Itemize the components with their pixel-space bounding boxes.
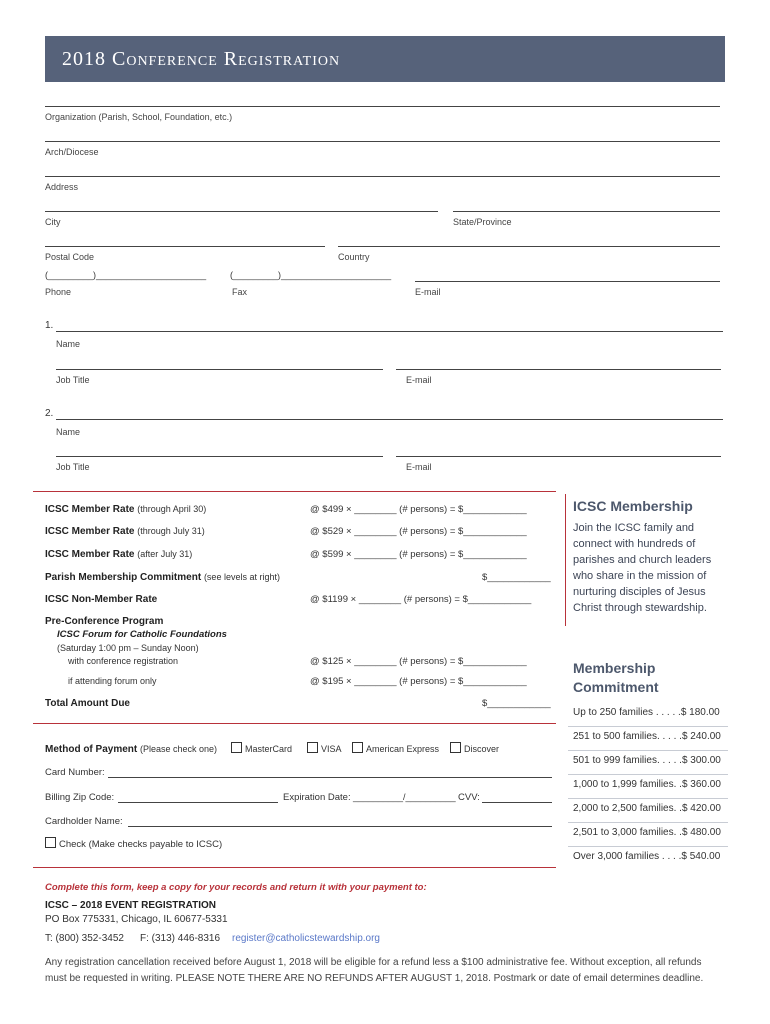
commitment-level: 501 to 999 families. . . . .$ 300.00 — [573, 755, 721, 766]
commitment-title-line-2: Commitment — [573, 679, 659, 695]
expiration-label: Expiration Date: — [283, 792, 351, 803]
email-label: E-mail — [415, 287, 441, 297]
city-field[interactable] — [45, 211, 438, 212]
city-label: City — [45, 217, 61, 227]
rate-title: ICSC Member Rate — [45, 549, 135, 560]
preconference-time: (Saturday 1:00 pm – Sunday Noon) — [57, 643, 199, 653]
commitment-level: 251 to 500 families. . . . .$ 240.00 — [573, 731, 721, 742]
preconference-with-field[interactable]: @ $125 × ________ (# persons) = $____________ — [310, 656, 527, 667]
rate-title: Parish Membership Commitment — [45, 572, 202, 583]
payment-label: Method of Payment — [45, 744, 138, 755]
attendee-1-job-field[interactable] — [56, 369, 383, 370]
commitment-level: Up to 250 families . . . . .$ 180.00 — [573, 707, 720, 718]
commitment-level: 2,501 to 3,000 families. .$ 480.00 — [573, 827, 721, 838]
mastercard-checkbox[interactable] — [231, 742, 242, 753]
attendee-2-email-field[interactable] — [396, 456, 721, 457]
cardholder-field[interactable] — [128, 826, 552, 827]
contact-phone: T: (800) 352-3452 — [45, 933, 124, 944]
payment-method — [45, 744, 217, 755]
rate-note: (see levels at right) — [203, 572, 280, 582]
rate-calc-field[interactable]: @ $529 × ________ (# persons) = $____________ — [310, 526, 527, 537]
refund-policy-line-2: must be requested in writing. PLEASE NOTE THERE ARE NO REFUNDS AFTER AUGUST 1, 2018. Postmark or date of email determines deadline. — [45, 973, 704, 984]
attendee-1-name-label: Name — [56, 339, 81, 349]
level-divider — [568, 798, 728, 799]
card-number-label: Card Number: — [45, 767, 105, 778]
check-label: Check (Make checks payable to ICSC) — [59, 839, 223, 850]
phone-field[interactable]: (_________)______________________ — [45, 270, 207, 280]
preconference-only-field[interactable]: @ $195 × ________ (# persons) = $____________ — [310, 676, 527, 687]
cvv-field[interactable] — [482, 802, 552, 803]
card-number-field[interactable] — [108, 777, 552, 778]
discover-label: Discover — [464, 744, 500, 754]
postal-code-label: Postal Code — [45, 252, 95, 262]
rate-calc-field[interactable]: @ $499 × ________ (# persons) = $____________ — [310, 504, 527, 515]
title-banner — [45, 36, 725, 82]
rate-calc-field[interactable]: @ $599 × ________ (# persons) = $____________ — [310, 549, 527, 560]
attendee-2-name-field[interactable] — [56, 419, 723, 420]
attendee-1-email-field[interactable] — [396, 369, 721, 370]
commitment-level: 2,000 to 2,500 families. .$ 420.00 — [573, 803, 721, 814]
visa-label: VISA — [321, 744, 342, 754]
total-field[interactable]: $____________ — [482, 698, 551, 709]
rate-title: ICSC Non-Member Rate — [45, 594, 158, 605]
rate-row — [45, 549, 192, 560]
attendee-2-name-label: Name — [56, 427, 81, 437]
membership-title: ICSC Membership — [573, 498, 693, 514]
preconference-subtitle: ICSC Forum for Catholic Foundations — [57, 629, 227, 640]
rate-row — [45, 572, 280, 583]
section-divider — [33, 867, 556, 868]
level-divider — [568, 846, 728, 847]
section-divider — [33, 491, 556, 492]
rate-calc-field[interactable]: $____________ — [482, 572, 551, 583]
attendee-2-email-label: E-mail — [406, 462, 432, 472]
attendee-1-name-field[interactable] — [56, 331, 723, 332]
level-divider — [568, 750, 728, 751]
organization-label: Organization (Parish, School, Foundation, etc.) — [45, 112, 233, 122]
preconference-with-label: with conference registration — [68, 656, 179, 666]
commitment-level: Over 3,000 families . . . .$ 540.00 — [573, 851, 721, 862]
visa-checkbox[interactable] — [307, 742, 318, 753]
commitment-title-line-1: Membership — [573, 660, 656, 676]
mail-address: PO Box 775331, Chicago, IL 60677-5331 — [45, 914, 228, 925]
preconference-only-label: if attending forum only — [68, 676, 157, 686]
discover-checkbox[interactable] — [450, 742, 461, 753]
mastercard-label: MasterCard — [245, 744, 293, 754]
expiration-field[interactable]: __________/__________ — [353, 792, 456, 802]
payment-note: (Please check one) — [140, 744, 218, 754]
contact-email-link[interactable]: register@catholicstewardship.org — [232, 933, 380, 944]
billing-zip-field[interactable] — [118, 802, 278, 803]
state-label: State/Province — [453, 217, 512, 227]
attendee-2-number: 2. — [45, 408, 54, 419]
return-instructions: Complete this form, keep a copy for your records and return it with your payment to: — [45, 882, 427, 893]
rate-title: ICSC Member Rate — [45, 526, 135, 537]
rate-calc-field[interactable]: @ $1199 × ________ (# persons) = $____________ — [310, 594, 532, 605]
attendee-2-job-label: Job Title — [56, 462, 90, 472]
attendee-2-job-field[interactable] — [56, 456, 383, 457]
cvv-label: CVV: — [458, 792, 480, 803]
postal-code-field[interactable] — [45, 246, 325, 247]
total-label: Total Amount Due — [45, 698, 130, 709]
cardholder-label: Cardholder Name: — [45, 816, 123, 827]
state-field[interactable] — [453, 211, 720, 212]
address-label: Address — [45, 182, 79, 192]
check-checkbox[interactable] — [45, 837, 56, 848]
fax-label: Fax — [232, 287, 248, 297]
attendee-1-job-label: Job Title — [56, 375, 90, 385]
rate-row — [45, 504, 206, 515]
fax-field[interactable]: (_________)______________________ — [230, 270, 392, 280]
arch-diocese-label: Arch/Diocese — [45, 147, 99, 157]
rate-row — [45, 594, 157, 605]
billing-zip-label: Billing Zip Code: — [45, 792, 115, 803]
email-field[interactable] — [415, 281, 720, 282]
organization-field[interactable] — [45, 106, 720, 107]
sidebar-divider — [565, 494, 566, 626]
rate-title: ICSC Member Rate — [45, 504, 135, 515]
rate-row — [45, 526, 205, 537]
commitment-level: 1,000 to 1,999 families. .$ 360.00 — [573, 779, 721, 790]
rate-note: (through April 30) — [137, 504, 207, 514]
amex-label: American Express — [366, 744, 440, 754]
preconference-title: Pre-Conference Program — [45, 616, 164, 627]
rate-note: (through July 31) — [137, 526, 205, 536]
level-divider — [568, 774, 728, 775]
page-title: 2018 Conference Registration — [62, 48, 341, 70]
address-field[interactable] — [45, 176, 720, 177]
refund-policy-line-1: Any registration cancellation received before August 1, 2018 will be eligible for a refund less a $100 administrative fee. Without exception, all refunds — [45, 957, 702, 968]
country-field[interactable] — [338, 246, 720, 247]
country-label: Country — [338, 252, 370, 262]
section-divider — [33, 723, 556, 724]
amex-checkbox[interactable] — [352, 742, 363, 753]
phone-label: Phone — [45, 287, 72, 297]
arch-diocese-field[interactable] — [45, 141, 720, 142]
mail-org: ICSC – 2018 EVENT REGISTRATION — [45, 900, 216, 911]
rate-note: (after July 31) — [137, 549, 193, 559]
level-divider — [568, 726, 728, 727]
membership-description: Join the ICSC family and connect with hundreds of parishes and church leaders who share in the mission of nurturing disciples of Jesus Christ through stewardship. — [573, 522, 712, 614]
attendee-1-email-label: E-mail — [406, 375, 432, 385]
attendee-1-number: 1. — [45, 320, 54, 331]
level-divider — [568, 822, 728, 823]
contact-fax: F: (313) 446-8316 — [140, 933, 221, 944]
